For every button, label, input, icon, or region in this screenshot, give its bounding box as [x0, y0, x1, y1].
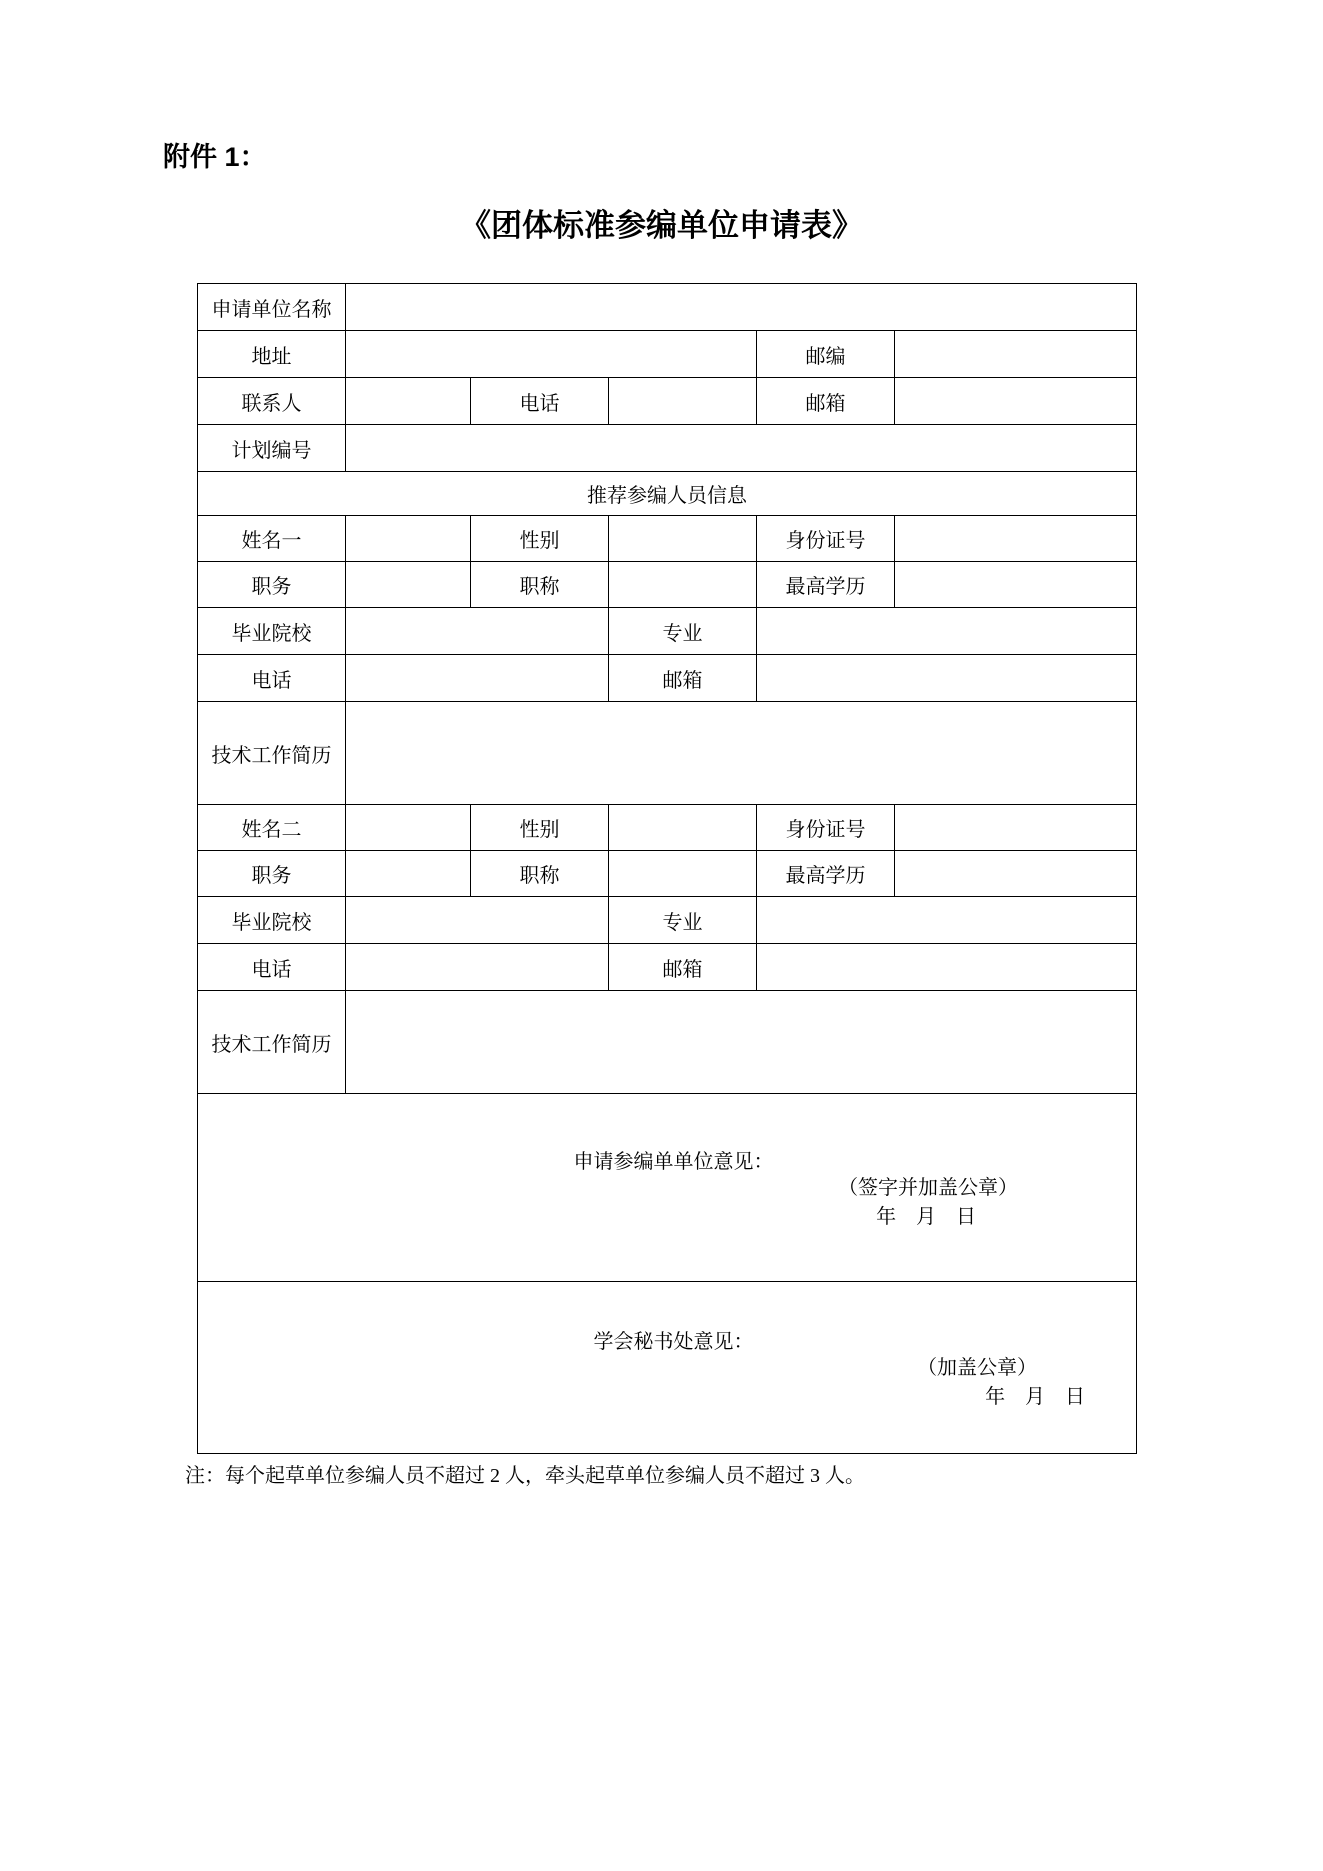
m2-major-label: 专业: [609, 897, 757, 944]
applicant-opinion-cell[interactable]: [198, 1094, 1137, 1282]
m2-duty-label: 职务: [198, 851, 346, 897]
footnote: 注：每个起草单位参编人员不超过 2 人，牵头起草单位参编人员不超过 3 人。: [185, 1465, 865, 1488]
m1-id-label: 身份证号: [757, 516, 895, 562]
field-m2-phone[interactable]: [346, 944, 609, 991]
address-label: 地址: [198, 331, 346, 378]
table-row: [198, 284, 1137, 331]
field-m1-name[interactable]: [346, 516, 471, 562]
m1-phone-label: 电话: [198, 655, 346, 702]
table-row: [198, 378, 1137, 425]
m2-degree-label: 最高学历: [757, 851, 895, 897]
field-contact-email[interactable]: [895, 378, 1137, 425]
contact-label: 联系人: [198, 378, 346, 425]
m1-duty-label: 职务: [198, 562, 346, 608]
page-title: 《团体标准参编单位申请表》: [460, 208, 863, 244]
secretariat-stamp-hint: （加盖公章）: [917, 1356, 1038, 1379]
field-m2-gender[interactable]: [609, 805, 757, 851]
m2-title-label: 职称: [471, 851, 609, 897]
table-row: [198, 331, 1137, 378]
applicant-opinion-content: [198, 1136, 1136, 1240]
m2-phone-label: 电话: [198, 944, 346, 991]
secretariat-opinion-label: 学会秘书处意见：: [593, 1330, 754, 1353]
m2-email-label: 邮箱: [609, 944, 757, 991]
m1-gender-label: 性别: [471, 516, 609, 562]
m2-school-label: 毕业院校: [198, 897, 346, 944]
field-m2-major[interactable]: [757, 897, 1137, 944]
applicant-stamp-hint: （签字并加盖公章）: [838, 1176, 1019, 1199]
secretariat-opinion-cell[interactable]: [198, 1282, 1137, 1454]
unit-name-label: 申请单位名称: [198, 284, 346, 331]
contact-phone-label: 电话: [471, 378, 609, 425]
application-form-table: [197, 283, 1137, 1454]
table-row: [198, 851, 1137, 897]
field-contact[interactable]: [346, 378, 471, 425]
table-row: [198, 702, 1137, 805]
section-header: 推荐参编人员信息: [198, 472, 1137, 516]
field-m2-email[interactable]: [757, 944, 1137, 991]
field-m2-name[interactable]: [346, 805, 471, 851]
table-row: [198, 991, 1137, 1094]
field-m2-degree[interactable]: [895, 851, 1137, 897]
m1-degree-label: 最高学历: [757, 562, 895, 608]
postcode-label: 邮编: [757, 331, 895, 378]
m2-id-label: 身份证号: [757, 805, 895, 851]
section-header-row: [198, 472, 1137, 516]
field-m2-duty[interactable]: [346, 851, 471, 897]
field-m1-email[interactable]: [757, 655, 1137, 702]
field-m1-title[interactable]: [609, 562, 757, 608]
applicant-date-line: 年 月 日: [876, 1205, 977, 1228]
field-m1-gender[interactable]: [609, 516, 757, 562]
table-row: [198, 425, 1137, 472]
m1-school-label: 毕业院校: [198, 608, 346, 655]
field-plan-no[interactable]: [346, 425, 1137, 472]
secretariat-date-line: 年 月 日: [985, 1385, 1086, 1408]
field-m2-resume[interactable]: [346, 991, 1137, 1094]
field-m2-title[interactable]: [609, 851, 757, 897]
field-address[interactable]: [346, 331, 757, 378]
table-row: [198, 805, 1137, 851]
table-row: [198, 655, 1137, 702]
m1-resume-label: 技术工作简历: [198, 702, 346, 805]
field-m1-resume[interactable]: [346, 702, 1137, 805]
m1-major-label: 专业: [609, 608, 757, 655]
field-m1-major[interactable]: [757, 608, 1137, 655]
secretariat-opinion-content: [198, 1316, 1136, 1420]
table-row: [198, 897, 1137, 944]
attachment-label: 附件 1：: [163, 142, 267, 172]
table-row: [198, 944, 1137, 991]
m1-title-label: 职称: [471, 562, 609, 608]
contact-email-label: 邮箱: [757, 378, 895, 425]
applicant-sign-block: [211, 1174, 1136, 1232]
applicant-opinion-label: 申请参编单单位意见：: [573, 1150, 774, 1173]
table-row: [198, 516, 1137, 562]
m1-email-label: 邮箱: [609, 655, 757, 702]
applicant-opinion-row: [198, 1094, 1137, 1282]
m2-resume-label: 技术工作简历: [198, 991, 346, 1094]
field-m1-duty[interactable]: [346, 562, 471, 608]
field-m1-school[interactable]: [346, 608, 609, 655]
field-m1-phone[interactable]: [346, 655, 609, 702]
table-row: [198, 608, 1137, 655]
m2-gender-label: 性别: [471, 805, 609, 851]
field-unit-name[interactable]: [346, 284, 1137, 331]
secretariat-opinion-row: [198, 1282, 1137, 1454]
plan-no-label: 计划编号: [198, 425, 346, 472]
table-row: [198, 562, 1137, 608]
field-contact-phone[interactable]: [609, 378, 757, 425]
field-m2-id[interactable]: [895, 805, 1137, 851]
m2-name-label: 姓名二: [198, 805, 346, 851]
field-m2-school[interactable]: [346, 897, 609, 944]
field-m1-id[interactable]: [895, 516, 1137, 562]
secretariat-sign-block: [211, 1354, 1136, 1412]
m1-name-label: 姓名一: [198, 516, 346, 562]
field-m1-degree[interactable]: [895, 562, 1137, 608]
field-postcode[interactable]: [895, 331, 1137, 378]
